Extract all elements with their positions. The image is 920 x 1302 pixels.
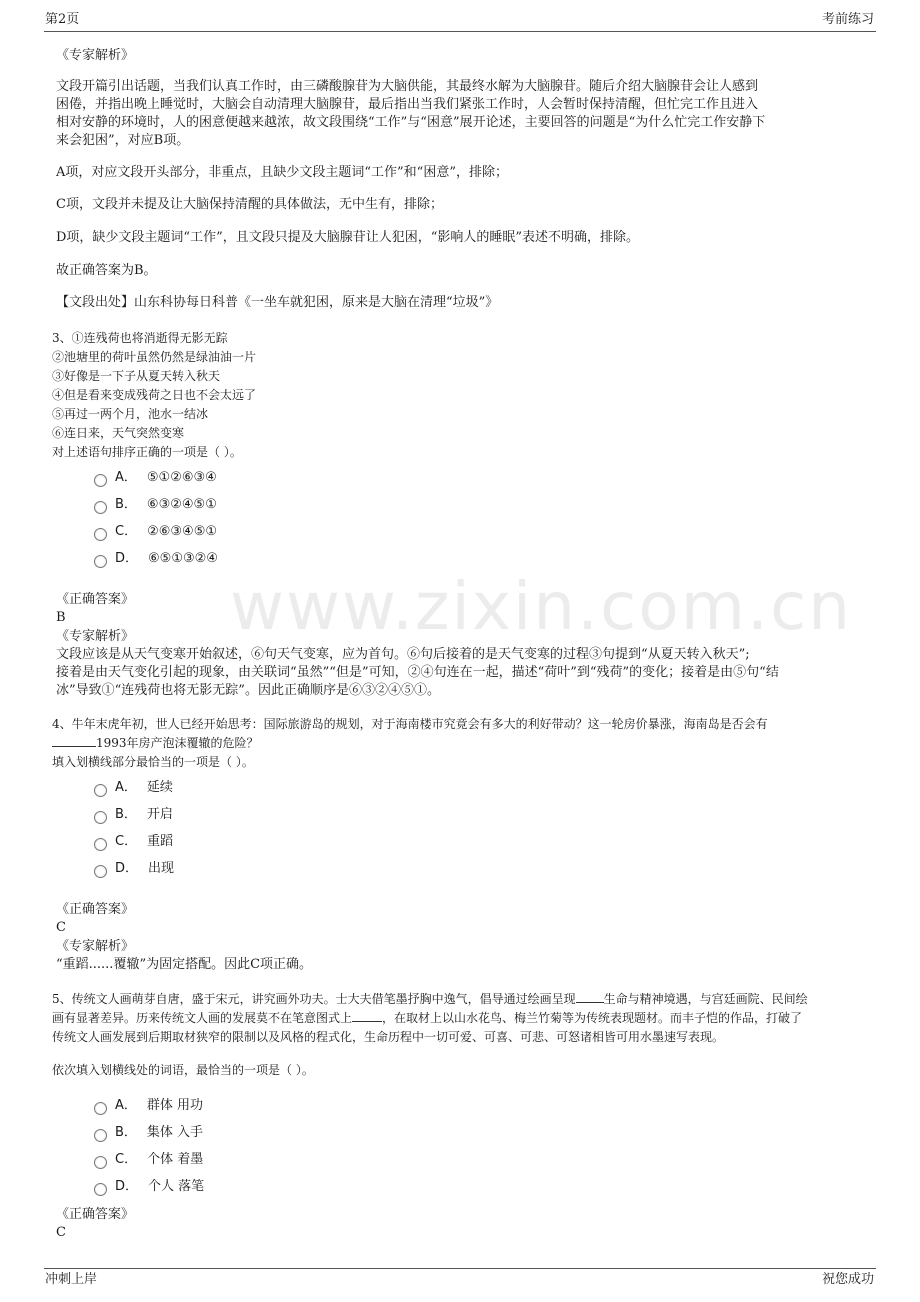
header-title: 考前练习 — [821, 12, 874, 27]
question-line: ④但是看来变成残荷之日也不会太远了 — [52, 388, 257, 402]
q4-option-c[interactable] — [94, 833, 173, 850]
option-text: 开启 — [146, 807, 173, 822]
question-line-with-blank — [52, 1009, 874, 1028]
answer-label: 《正确答案》 — [56, 902, 135, 917]
option-text: 群体 用功 — [146, 1098, 204, 1113]
footer-right: 祝您成功 — [821, 1272, 874, 1287]
answer-label: 《正确答案》 — [56, 592, 135, 607]
q4-option-a[interactable] — [94, 779, 173, 796]
q3-option-d[interactable] — [94, 550, 218, 567]
option-letter: B． — [115, 1125, 137, 1140]
question-line: ②池塘里的荷叶虽然仍然是绿油油一片 — [52, 350, 257, 364]
analysis-line: 冰”导致①“连残荷也将无影无踪”。因此正确顺序是⑥③②④⑤①。 — [56, 683, 440, 698]
q5-option-b[interactable] — [94, 1124, 203, 1141]
q4-option-d[interactable] — [94, 860, 174, 877]
footer-rule — [44, 1268, 876, 1269]
analysis-label: 《专家解析》 — [56, 48, 135, 63]
radio-button-icon[interactable] — [94, 528, 107, 541]
radio-button-icon[interactable] — [94, 1183, 107, 1196]
question-line: ③好像是一下子从夏天转入秋天 — [52, 369, 221, 383]
fill-blank — [52, 734, 96, 747]
correct-answer: C — [56, 1225, 66, 1240]
option-letter: B． — [115, 497, 137, 512]
q3-option-a[interactable] — [94, 469, 217, 486]
option-letter: A． — [115, 780, 137, 795]
radio-button-icon[interactable] — [94, 555, 107, 568]
option-text: 个体 着墨 — [147, 1152, 204, 1167]
radio-button-icon[interactable] — [94, 865, 107, 878]
fill-blank — [576, 990, 604, 1003]
radio-button-icon[interactable] — [94, 474, 107, 487]
option-letter: D． — [115, 861, 139, 876]
question-3 — [52, 329, 874, 462]
answer-label: 《正确答案》 — [56, 1207, 135, 1222]
analysis-line: 文段开篇引出话题，当我们认真工作时，由三磷酸腺苷为大脑供能，其最终水解为大脑腺苷。随后介绍大脑腺苷会让人感到 — [56, 79, 759, 94]
question-4 — [52, 715, 874, 772]
option-letter: D． — [115, 551, 139, 566]
conclusion: 故正确答案为B。 — [56, 263, 157, 278]
question-line: 4、牛年末虎年初，世人已经开始思考：国际旅游岛的规划，对于海南楼市究竟会有多大的利好带动？这一轮房价暴涨，海南岛是否会有 — [52, 717, 768, 731]
q3-option-b[interactable] — [94, 496, 217, 513]
page-number: 第2页 — [45, 12, 80, 27]
question-line: 传统文人画发展到后期取材狭窄的限制以及风格的程式化，生命历程中一切可爱、可喜、可悲、可怒诸相皆可用水墨速写表现。 — [52, 1030, 725, 1044]
radio-button-icon[interactable] — [94, 501, 107, 514]
option-text: 集体 入手 — [146, 1125, 204, 1140]
option-text: 出现 — [148, 861, 175, 876]
correct-answer: B — [56, 610, 66, 625]
option-a-explanation: A项，对应文段开头部分，非重点，且缺少文段主题词“工作”和“困意”，排除； — [56, 165, 508, 180]
question-line-with-blank — [52, 734, 874, 753]
option-text: 延续 — [146, 780, 173, 795]
q5-option-c[interactable] — [94, 1151, 203, 1168]
option-text: 重蹈 — [147, 834, 174, 849]
radio-button-icon[interactable] — [94, 838, 107, 851]
footer-left: 冲刺上岸 — [45, 1272, 98, 1287]
radio-button-icon[interactable] — [94, 1102, 107, 1115]
option-text: ⑤①②⑥③④ — [146, 470, 217, 485]
question-prompt: 依次填入划横线处的词语，最恰当的一项是（ ）。 — [52, 1063, 314, 1077]
question-prompt: 对上述语句排序正确的一项是（ ）。 — [52, 445, 242, 459]
option-letter: D． — [115, 1179, 139, 1194]
option-letter: A． — [115, 1098, 137, 1113]
correct-answer: C — [56, 920, 66, 935]
option-text: ⑥③②④⑤① — [146, 497, 217, 512]
analysis-label: 《专家解析》 — [56, 629, 135, 644]
question-line: ⑥连日来，天气突然变寒 — [52, 426, 185, 440]
option-c-explanation: C项，文段并未提及让大脑保持清醒的具体做法，无中生有，排除； — [56, 197, 443, 212]
option-text: 个人 落笔 — [148, 1179, 205, 1194]
analysis-line: 相对安静的环境时，人的困意便越来越浓，故文段围绕“工作”与“困意”展开论述，主要回答的问题是“为什么忙完工作安静下 — [56, 115, 766, 130]
question-line-part: 画有显著差异。历来传统文人画的发展莫不在笔意图式上 — [52, 1011, 353, 1025]
q5-option-a[interactable] — [94, 1097, 203, 1114]
radio-button-icon[interactable] — [94, 811, 107, 824]
radio-button-icon[interactable] — [94, 1156, 107, 1169]
header-rule — [44, 31, 876, 32]
q5-option-d[interactable] — [94, 1178, 204, 1195]
radio-button-icon[interactable] — [94, 784, 107, 797]
option-text: ②⑥③④⑤① — [147, 524, 218, 539]
option-letter: C． — [115, 1152, 138, 1167]
analysis-label: 《专家解析》 — [56, 939, 135, 954]
watermark: www.zixin.com.cn — [230, 568, 853, 645]
option-letter: B． — [115, 807, 137, 822]
question-line-part: 生命与精神境遇，与宫廷画院、民间绘 — [603, 992, 808, 1006]
analysis-text: “重蹈......覆辙”为固定搭配。因此C项正确。 — [56, 957, 313, 972]
question-line-with-blank — [52, 990, 874, 1009]
analysis-line: 来会犯困”，对应B项。 — [56, 133, 190, 148]
option-letter: C． — [115, 524, 138, 539]
analysis-line: 接着是由天气变化引起的现象，由关联词“虽然”“但是”可知，②④句连在一起，描述“荷叶”到“残荷”的变化；接着是由⑤句“结 — [56, 665, 779, 680]
option-letter: A． — [115, 470, 137, 485]
question-line-part: ，在取材上以山水花鸟、梅兰竹菊等为传统表现题材。而丰子恺的作品，打破了 — [382, 1011, 803, 1025]
q3-option-c[interactable] — [94, 523, 217, 540]
radio-button-icon[interactable] — [94, 1129, 107, 1142]
source-citation: 【文段出处】山东科协每日科普《一坐车就犯困，原来是大脑在清理“垃圾”》 — [56, 295, 499, 310]
fill-blank — [352, 1009, 382, 1022]
question-prompt: 填入划横线部分最恰当的一项是（ ）。 — [52, 755, 254, 769]
question-line: ⑤再过一两个月，池水一结冰 — [52, 407, 209, 421]
q4-option-b[interactable] — [94, 806, 173, 823]
analysis-line: 文段应该是从天气变寒开始叙述，⑥句天气变寒，应为首句。⑥句后接着的是天气变寒的过程③句提到“从夏天转入秋天”; — [56, 647, 750, 662]
question-line: 3、①连残荷也将消逝得无影无踪 — [52, 331, 228, 345]
option-d-explanation: D项，缺少文段主题词“工作”，且文段只提及大脑腺苷让人犯困，“影响人的睡眠”表述不明确，排除。 — [56, 230, 640, 245]
question-line-tail: 1993年房产泡沫覆辙的危险？ — [96, 736, 259, 750]
question-5 — [52, 990, 874, 1047]
option-text: ⑥⑤①③②④ — [148, 551, 218, 566]
question-line-part: 5、传统文人画萌芽自唐，盛于宋元，讲究画外功夫。士大夫借笔墨抒胸中逸气，倡导通过绘画呈现 — [52, 992, 576, 1006]
option-letter: C． — [115, 834, 138, 849]
analysis-line: 困倦，并指出晚上睡觉时，大脑会自动清理大脑腺苷，最后指出当我们紧张工作时，人会暂时保持清醒，但忙完工作且进入 — [56, 97, 759, 112]
